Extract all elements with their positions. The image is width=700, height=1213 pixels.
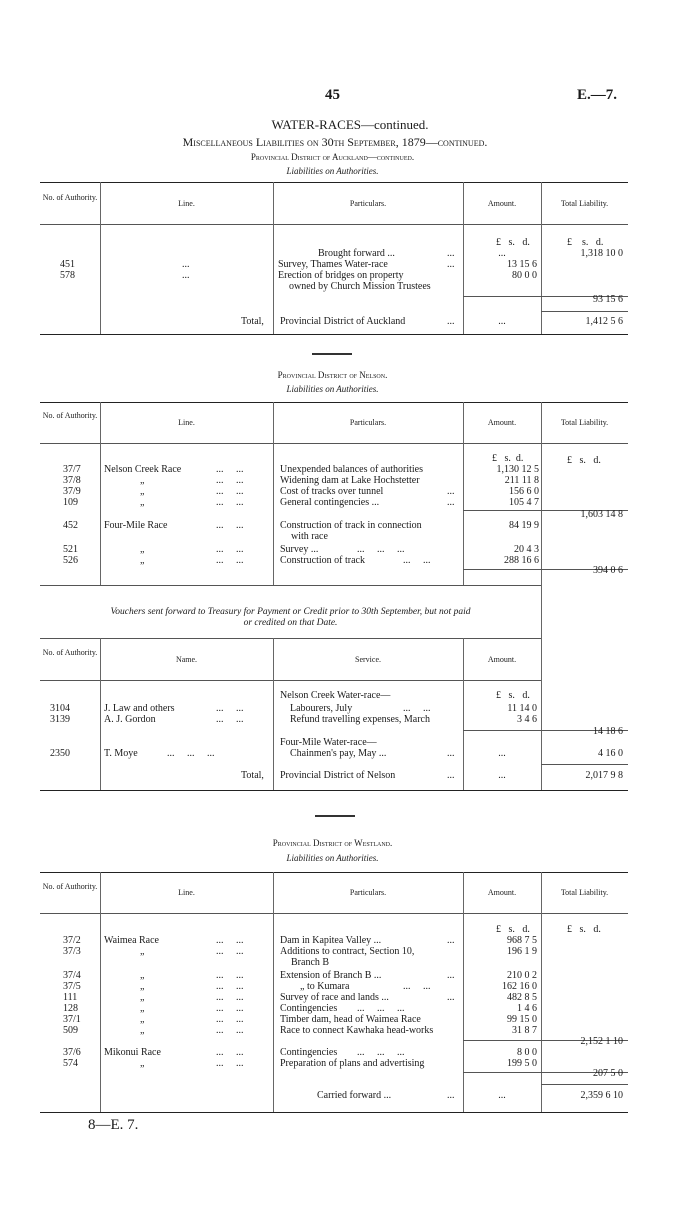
- particulars-text: owned by Church Mission Trustees: [289, 281, 431, 292]
- amount-value: 162 16 0: [502, 981, 537, 992]
- service-heading: Nelson Creek Water-race—: [280, 690, 391, 701]
- line-name: „: [140, 1014, 145, 1025]
- liabilities-heading-auckland: Liabilities on Authorities.: [286, 166, 379, 176]
- authority-number: 37/1: [63, 1014, 81, 1025]
- col-header-total: Total Liability.: [560, 418, 609, 427]
- amount-value: 31 8 7: [512, 1025, 537, 1036]
- authority-number: 37/8: [63, 475, 81, 486]
- line-name: „: [140, 1025, 145, 1036]
- line-name: „: [140, 555, 145, 566]
- amount-value: 8 0 0: [517, 1047, 537, 1058]
- particulars-text: Survey of race and lands ...: [280, 992, 389, 1003]
- amount-value: 99 15 0: [507, 1014, 537, 1025]
- line-name: „: [140, 544, 145, 555]
- carried-forward-value: 2,359 6 10: [580, 1090, 623, 1101]
- total-particulars: Provincial District of Nelson: [280, 770, 396, 781]
- subtotal-value: 4 16 0: [598, 748, 623, 759]
- col-header-amount: Amount.: [487, 199, 517, 208]
- col-header-line: Line.: [178, 199, 195, 208]
- amount-value: 1,130 12 5: [496, 464, 539, 475]
- particulars-text: Branch B: [291, 957, 330, 968]
- total-particulars: Provincial District of Auckland: [280, 316, 406, 327]
- particulars-text: Preparation of plans and advertising: [280, 1058, 425, 1069]
- currency-header: £ s. d.: [567, 924, 601, 935]
- particulars-text: Timber dam, head of Waimea Race: [280, 1014, 421, 1025]
- total-label: Total,: [241, 770, 264, 781]
- total-value: 1,412 5 6: [585, 316, 623, 327]
- currency-header: £ s. d.: [567, 237, 604, 248]
- amount-value: 11 14 0: [507, 703, 537, 714]
- col-header-line: Line.: [178, 888, 195, 897]
- particulars-text: with race: [291, 531, 328, 542]
- amount-value: 1 4 6: [517, 1003, 537, 1014]
- particulars-text: Widening dam at Lake Hochstetter: [280, 475, 420, 486]
- authority-number: 37/6: [63, 1047, 81, 1058]
- col-header-line: Line.: [178, 418, 195, 427]
- authority-number: 451: [60, 259, 75, 270]
- service-text: Refund travelling expenses, March: [290, 714, 430, 725]
- col-header-particulars: Particulars.: [349, 418, 387, 427]
- line-name: ...: [182, 270, 190, 281]
- authority-number: 109: [63, 497, 78, 508]
- particulars-text: Additions to contract, Section 10,: [280, 946, 415, 957]
- authority-number: 37/4: [63, 970, 81, 981]
- line-name: Mikonui Race: [104, 1047, 161, 1058]
- amount-value: 105 4 7: [509, 497, 539, 508]
- line-name: „: [140, 1003, 145, 1014]
- service-heading: Four-Mile Water-race—: [280, 737, 377, 748]
- currency-header: £ s. d.: [496, 237, 530, 248]
- authority-number: 128: [63, 1003, 78, 1014]
- authority-number: 37/5: [63, 981, 81, 992]
- currency-header: £ s. d.: [496, 690, 530, 701]
- liabilities-heading-westland: Liabilities on Authorities.: [286, 853, 379, 863]
- district-heading-nelson: Provincial District of Nelson.: [277, 370, 388, 380]
- subtotal-value: 14 18 6: [593, 726, 623, 737]
- brought-forward-label: Brought forward ...: [318, 248, 395, 259]
- amount-value: 20 4 3: [514, 544, 539, 555]
- col-header-amount: Amount.: [487, 655, 517, 664]
- authority-number: 37/7: [63, 464, 81, 475]
- subtotal-value: 2,152 1 10: [580, 1036, 623, 1047]
- col-header-authority: No. of Authority.: [42, 648, 98, 657]
- line-name: „: [140, 970, 145, 981]
- line-name: „: [140, 1058, 145, 1069]
- particulars-text: Survey, Thames Water-race: [278, 259, 388, 270]
- voucher-name: A. J. Gordon: [104, 714, 156, 725]
- authority-number: 574: [63, 1058, 78, 1069]
- page-number: 45: [325, 87, 340, 103]
- particulars-text: Cost of tracks over tunnel: [280, 486, 384, 497]
- authority-number: 111: [63, 992, 78, 1003]
- particulars-text: Erection of bridges on property: [278, 270, 404, 281]
- col-header-authority: No. of Authority.: [42, 882, 98, 891]
- currency-header: £ s. d.: [492, 453, 524, 464]
- total-label: Total,: [241, 316, 264, 327]
- authority-number: 509: [63, 1025, 78, 1036]
- line-name: „: [140, 946, 145, 957]
- amount-value: 196 1 9: [507, 946, 537, 957]
- line-name: „: [140, 992, 145, 1003]
- col-header-particulars: Particulars.: [349, 199, 387, 208]
- carried-forward-label: Carried forward ...: [317, 1090, 392, 1101]
- particulars-text: Contingencies: [280, 1003, 338, 1014]
- service-text: Chainmen's pay, May ...: [290, 748, 387, 759]
- authority-number: 452: [63, 520, 78, 531]
- vouchers-note: or credited on that Date.: [243, 618, 338, 628]
- particulars-text: Extension of Branch B ...: [280, 970, 382, 981]
- line-name: „: [140, 475, 145, 486]
- amount-value: 968 7 5: [507, 935, 537, 946]
- authority-number: 37/9: [63, 486, 81, 497]
- col-header-name: Name.: [175, 655, 198, 664]
- service-text: Labourers, July: [290, 703, 353, 714]
- particulars-text: Construction of track: [280, 555, 365, 566]
- vouchers-note: Vouchers sent forward to Treasury for Payment or Credit prior to 30th September, but not paid: [110, 607, 471, 617]
- col-header-amount: Amount.: [487, 888, 517, 897]
- col-header-amount: Amount.: [487, 418, 517, 427]
- subtotal-value: 207 5 0: [593, 1068, 623, 1079]
- col-header-total: Total Liability.: [560, 888, 609, 897]
- line-name: „: [140, 497, 145, 508]
- district-heading-westland: Provincial District of Westland.: [272, 838, 393, 848]
- particulars-text: Dam in Kapitea Valley ...: [280, 935, 382, 946]
- particulars-text: Survey ...: [280, 544, 319, 555]
- authority-number: 2350: [50, 748, 70, 759]
- amount-value: 84 19 9: [509, 520, 539, 531]
- authority-number: 37/2: [63, 935, 81, 946]
- brought-forward-amount: 1,318 10 0: [580, 248, 623, 259]
- amount-value: 13 15 6: [507, 259, 537, 270]
- amount-value: 3 4 6: [517, 714, 537, 725]
- col-header-authority: No. of Authority.: [42, 193, 98, 202]
- authority-number: 3139: [50, 714, 70, 725]
- subtotal-value: 93 15 6: [593, 294, 623, 305]
- particulars-text: Race to connect Kawhaka head-works: [280, 1025, 434, 1036]
- authority-number: 526: [63, 555, 78, 566]
- particulars-text: Contingencies: [280, 1047, 338, 1058]
- line-name: Four-Mile Race: [104, 520, 168, 531]
- page-subtitle: Miscellaneous Liabilities on 30th September, 1879—continued.: [182, 135, 488, 149]
- line-name: „: [140, 486, 145, 497]
- amount-value: 80 0 0: [512, 270, 537, 281]
- col-header-particulars: Particulars.: [349, 888, 387, 897]
- authority-number: 37/3: [63, 946, 81, 957]
- particulars-text: „ to Kumara: [300, 981, 350, 992]
- col-header-total: Total Liability.: [560, 199, 609, 208]
- voucher-name: J. Law and others: [104, 703, 175, 714]
- authority-number: 578: [60, 270, 75, 281]
- amount-value: 156 6 0: [509, 486, 539, 497]
- col-header-authority: No. of Authority.: [42, 411, 98, 420]
- subtotal-value: 394 0 6: [593, 565, 623, 576]
- col-header-service: Service.: [355, 655, 381, 664]
- authority-number: 521: [63, 544, 78, 555]
- authority-number: 3104: [50, 703, 70, 714]
- amount-value: ...: [498, 748, 506, 759]
- amount-value: 288 16 6: [504, 555, 539, 566]
- district-heading-auckland: Provincial District of Auckland—continued.: [250, 152, 415, 162]
- particulars-text: Unexpended balances of authorities: [280, 464, 424, 475]
- amount-value: 210 0 2: [507, 970, 537, 981]
- line-name: „: [140, 981, 145, 992]
- page-title: WATER-RACES—continued.: [271, 117, 429, 132]
- footer-signature: 8—E. 7.: [88, 1117, 139, 1133]
- amount-value: 211 11 8: [504, 475, 539, 486]
- page-code: E.—7.: [577, 87, 618, 103]
- line-name: Nelson Creek Race: [104, 464, 182, 475]
- currency-header: £ s. d.: [496, 924, 530, 935]
- amount-value: 199 5 0: [507, 1058, 537, 1069]
- particulars-text: Construction of track in connection: [280, 520, 422, 531]
- voucher-name: T. Moye: [104, 748, 138, 759]
- line-name: Waimea Race: [104, 935, 159, 946]
- particulars-text: General contingencies ...: [280, 497, 380, 508]
- subtotal-value: 1,603 14 8: [580, 509, 623, 520]
- total-value: 2,017 9 8: [585, 770, 623, 781]
- amount-value: 482 8 5: [507, 992, 537, 1003]
- liabilities-heading-nelson: Liabilities on Authorities.: [286, 384, 379, 394]
- line-name: ...: [182, 259, 190, 270]
- currency-header: £ s. d.: [567, 455, 601, 466]
